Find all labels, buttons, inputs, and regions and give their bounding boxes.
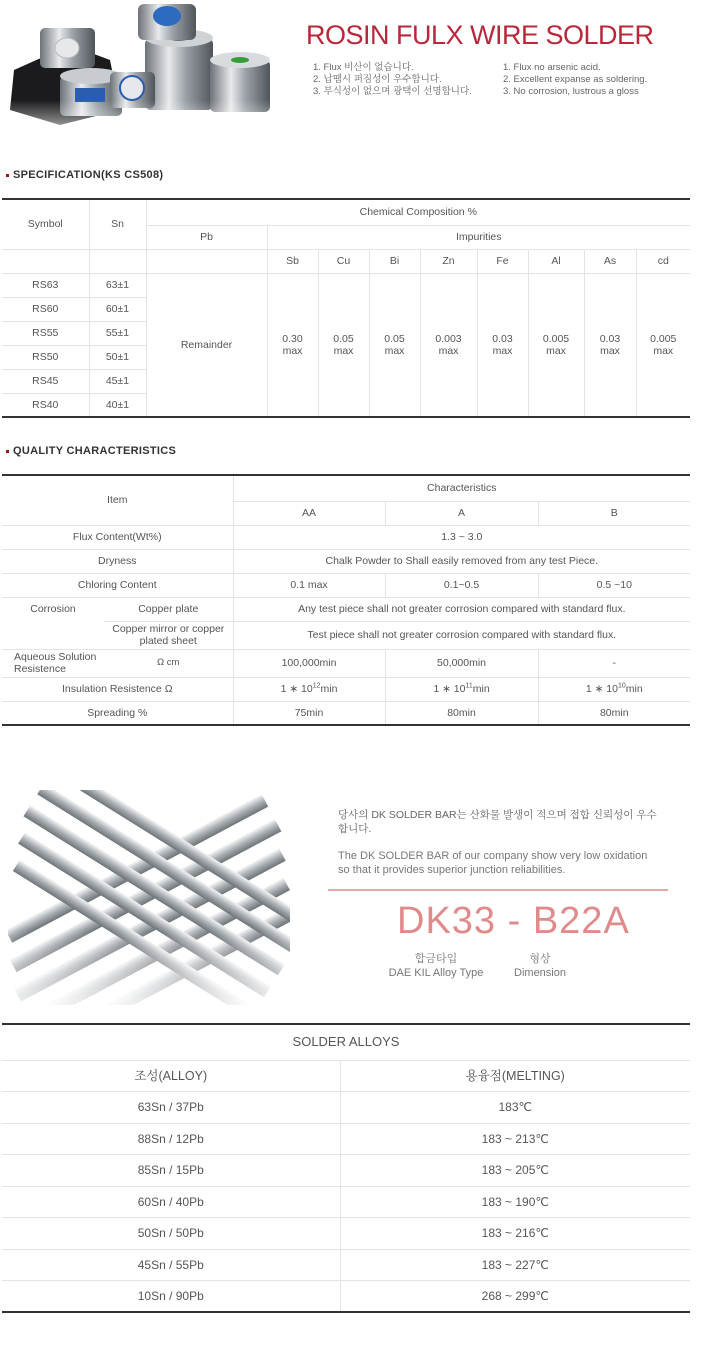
spec-col-al: Al: [528, 249, 584, 273]
alloy-cell: 63Sn / 37Pb: [2, 1092, 340, 1124]
chloring-a: 0.1~0.5: [385, 573, 538, 597]
spec-val-cu: 0.05 max: [318, 273, 369, 417]
spec-table: [2, 198, 690, 418]
alloy-type-label: [386, 952, 486, 980]
spec-col-cd: cd: [636, 249, 690, 273]
spec-sn: 55±1: [89, 321, 146, 345]
corrosion-plate-value: Any test piece shall not greater corrosion compared with standard flux.: [233, 597, 690, 621]
spec-header-chem: Chemical Composition %: [146, 199, 690, 225]
aqueous-a: 50,000min: [385, 649, 538, 677]
spec-val-zn: 0.003 max: [420, 273, 477, 417]
spec-header-impurities: Impurities: [267, 225, 690, 249]
dk-desc-en-line1: The DK SOLDER BAR of our company show very low oxidation: [338, 850, 648, 862]
solder-spools-image: [0, 0, 300, 148]
feature-kr-3: 3. 부식성이 없으며 광택이 선명합니다.: [313, 86, 472, 97]
features-kr: [313, 62, 472, 98]
alloy-cell: 60Sn / 40Pb: [2, 1186, 340, 1218]
spec-symbol: RS55: [2, 321, 89, 345]
grade-b: B: [538, 501, 690, 525]
melt-cell: 183 ~ 216℃: [340, 1218, 690, 1250]
alloy-cell: 10Sn / 90Pb: [2, 1281, 340, 1313]
spreading-a: 80min: [385, 701, 538, 725]
grade-a: A: [385, 501, 538, 525]
quality-heading: [6, 445, 176, 457]
alloy-cell: 50Sn / 50Pb: [2, 1218, 340, 1250]
aqueous-unit: Ω cm: [104, 649, 233, 677]
spec-val-bi: 0.05 max: [369, 273, 420, 417]
spec-pb-value: Remainder: [146, 273, 267, 417]
spec-col-fe: Fe: [477, 249, 528, 273]
spec-sn: 50±1: [89, 345, 146, 369]
divider: [328, 889, 668, 891]
dk-product-code: DK33 - B22A: [397, 900, 630, 942]
corrosion-mirror-value: Test piece shall not greater corrosion compared with standard flux.: [233, 621, 690, 649]
spec-val-al: 0.005 max: [528, 273, 584, 417]
spec-heading-text: SPECIFICATION(KS CS508): [13, 169, 164, 181]
spec-symbol: RS40: [2, 393, 89, 417]
alloy-cell: 85Sn / 15Pb: [2, 1155, 340, 1187]
spec-header-pb: Pb: [146, 225, 267, 249]
alloy-cell: 88Sn / 12Pb: [2, 1123, 340, 1155]
bullet-icon: [6, 174, 9, 177]
chloring-b: 0.5 ~10: [538, 573, 690, 597]
spec-header-sn: Sn: [89, 199, 146, 249]
spec-val-sb: 0.30 max: [267, 273, 318, 417]
features-en: [503, 62, 647, 98]
dimension-en: Dimension: [514, 967, 566, 979]
chloring-label: Chloring Content: [2, 573, 233, 597]
quality-table: [2, 474, 690, 726]
grade-aa: AA: [233, 501, 385, 525]
feature-kr-1: 1. Flux 비산이 없습니다.: [313, 62, 414, 73]
spec-val-as: 0.03 max: [584, 273, 636, 417]
quality-header-item: Item: [2, 475, 233, 525]
flux-value: 1.3 ~ 3.0: [233, 525, 690, 549]
spec-header-symbol: Symbol: [2, 199, 89, 249]
feature-en-3: 3. No corrosion, lustrous a gloss: [503, 86, 639, 97]
spec-sn: 45±1: [89, 369, 146, 393]
alloy-type-kr: 합금타입: [414, 953, 458, 965]
quality-header-char: Characteristics: [233, 475, 690, 501]
solder-bars-image: [8, 790, 290, 1005]
dk-desc-kr: [338, 808, 657, 836]
feature-en-2: 2. Excellent expanse as soldering.: [503, 74, 648, 85]
spec-symbol: RS63: [2, 273, 89, 297]
spec-col-cu: Cu: [318, 249, 369, 273]
dryness-label: Dryness: [2, 549, 233, 573]
corrosion-plate-label: Copper plate: [104, 597, 233, 621]
spreading-aa: 75min: [233, 701, 385, 725]
spec-symbol: RS60: [2, 297, 89, 321]
melt-cell: 183 ~ 190℃: [340, 1186, 690, 1218]
insulation-aa: 1 ∗ $10^{12}\min$: [233, 677, 385, 701]
alloys-caption: SOLDER ALLOYS: [2, 1024, 690, 1060]
spec-sn: 63±1: [89, 273, 146, 297]
insulation-a: 1 ∗ $10^{11}\min$: [385, 677, 538, 701]
insulation-b: 1 ∗ $10^{10}\min$: [538, 677, 690, 701]
bullet-icon: [6, 450, 9, 453]
spec-val-cd: 0.005 max: [636, 273, 690, 417]
spec-val-fe: 0.03 max: [477, 273, 528, 417]
melt-cell: 183 ~ 213℃: [340, 1123, 690, 1155]
melt-cell: 183 ~ 205℃: [340, 1155, 690, 1187]
spreading-label: Spreading %: [2, 701, 233, 725]
spec-symbol: RS45: [2, 369, 89, 393]
alloys-header-alloy: 조성(ALLOY): [2, 1060, 340, 1092]
dimension-kr: 형상: [529, 953, 551, 965]
melt-cell: 268 ~ 299℃: [340, 1281, 690, 1313]
alloys-header-melt: 용융점(MELTING): [340, 1060, 690, 1092]
corrosion-label: Corrosion: [2, 597, 104, 621]
melt-cell: 183℃: [340, 1092, 690, 1124]
insulation-label: Insulation Resistence Ω: [2, 677, 233, 701]
alloy-cell: 45Sn / 55Pb: [2, 1249, 340, 1281]
feature-en-1: 1. Flux no arsenic acid.: [503, 62, 601, 73]
dk-desc-en-line2: so that it provides superior junction reliabilities.: [338, 864, 566, 876]
aqueous-b: -: [538, 649, 690, 677]
spec-heading: [6, 169, 163, 181]
alloy-type-en: DAE KIL Alloy Type: [388, 967, 484, 979]
spec-col-bi: Bi: [369, 249, 420, 273]
chloring-aa: 0.1 max: [233, 573, 385, 597]
solder-alloys-table: [2, 1023, 690, 1313]
dryness-value: Chalk Powder to Shall easily removed from any test Piece.: [233, 549, 690, 573]
quality-heading-text: QUALITY CHARACTERISTICS: [13, 445, 177, 457]
flux-label: Flux Content(Wt%): [2, 525, 233, 549]
aqueous-aa: 100,000min: [233, 649, 385, 677]
spec-col-zn: Zn: [420, 249, 477, 273]
dk-desc-kr-line2: 합니다.: [338, 823, 372, 835]
spreading-b: 80min: [538, 701, 690, 725]
page-title: ROSIN FULX WIRE SOLDER: [306, 20, 654, 50]
spec-sn: 60±1: [89, 297, 146, 321]
corrosion-mirror-label: Copper mirror or copper plated sheet: [104, 621, 233, 649]
spec-symbol: RS50: [2, 345, 89, 369]
dk-desc-kr-line1: 당사의 DK SOLDER BAR는 산화물 발생이 적으며 접합 신뢰성이 우수: [338, 809, 657, 821]
feature-kr-2: 2. 납땜시 퍼짐성이 우수합니다.: [313, 74, 442, 85]
dimension-label: [500, 952, 580, 980]
spec-col-sb: Sb: [267, 249, 318, 273]
melt-cell: 183 ~ 227℃: [340, 1249, 690, 1281]
dk-desc-en: [338, 849, 647, 877]
aqueous-label: Aqueous Solution Resistence: [2, 649, 104, 677]
spec-sn: 40±1: [89, 393, 146, 417]
spec-col-as: As: [584, 249, 636, 273]
